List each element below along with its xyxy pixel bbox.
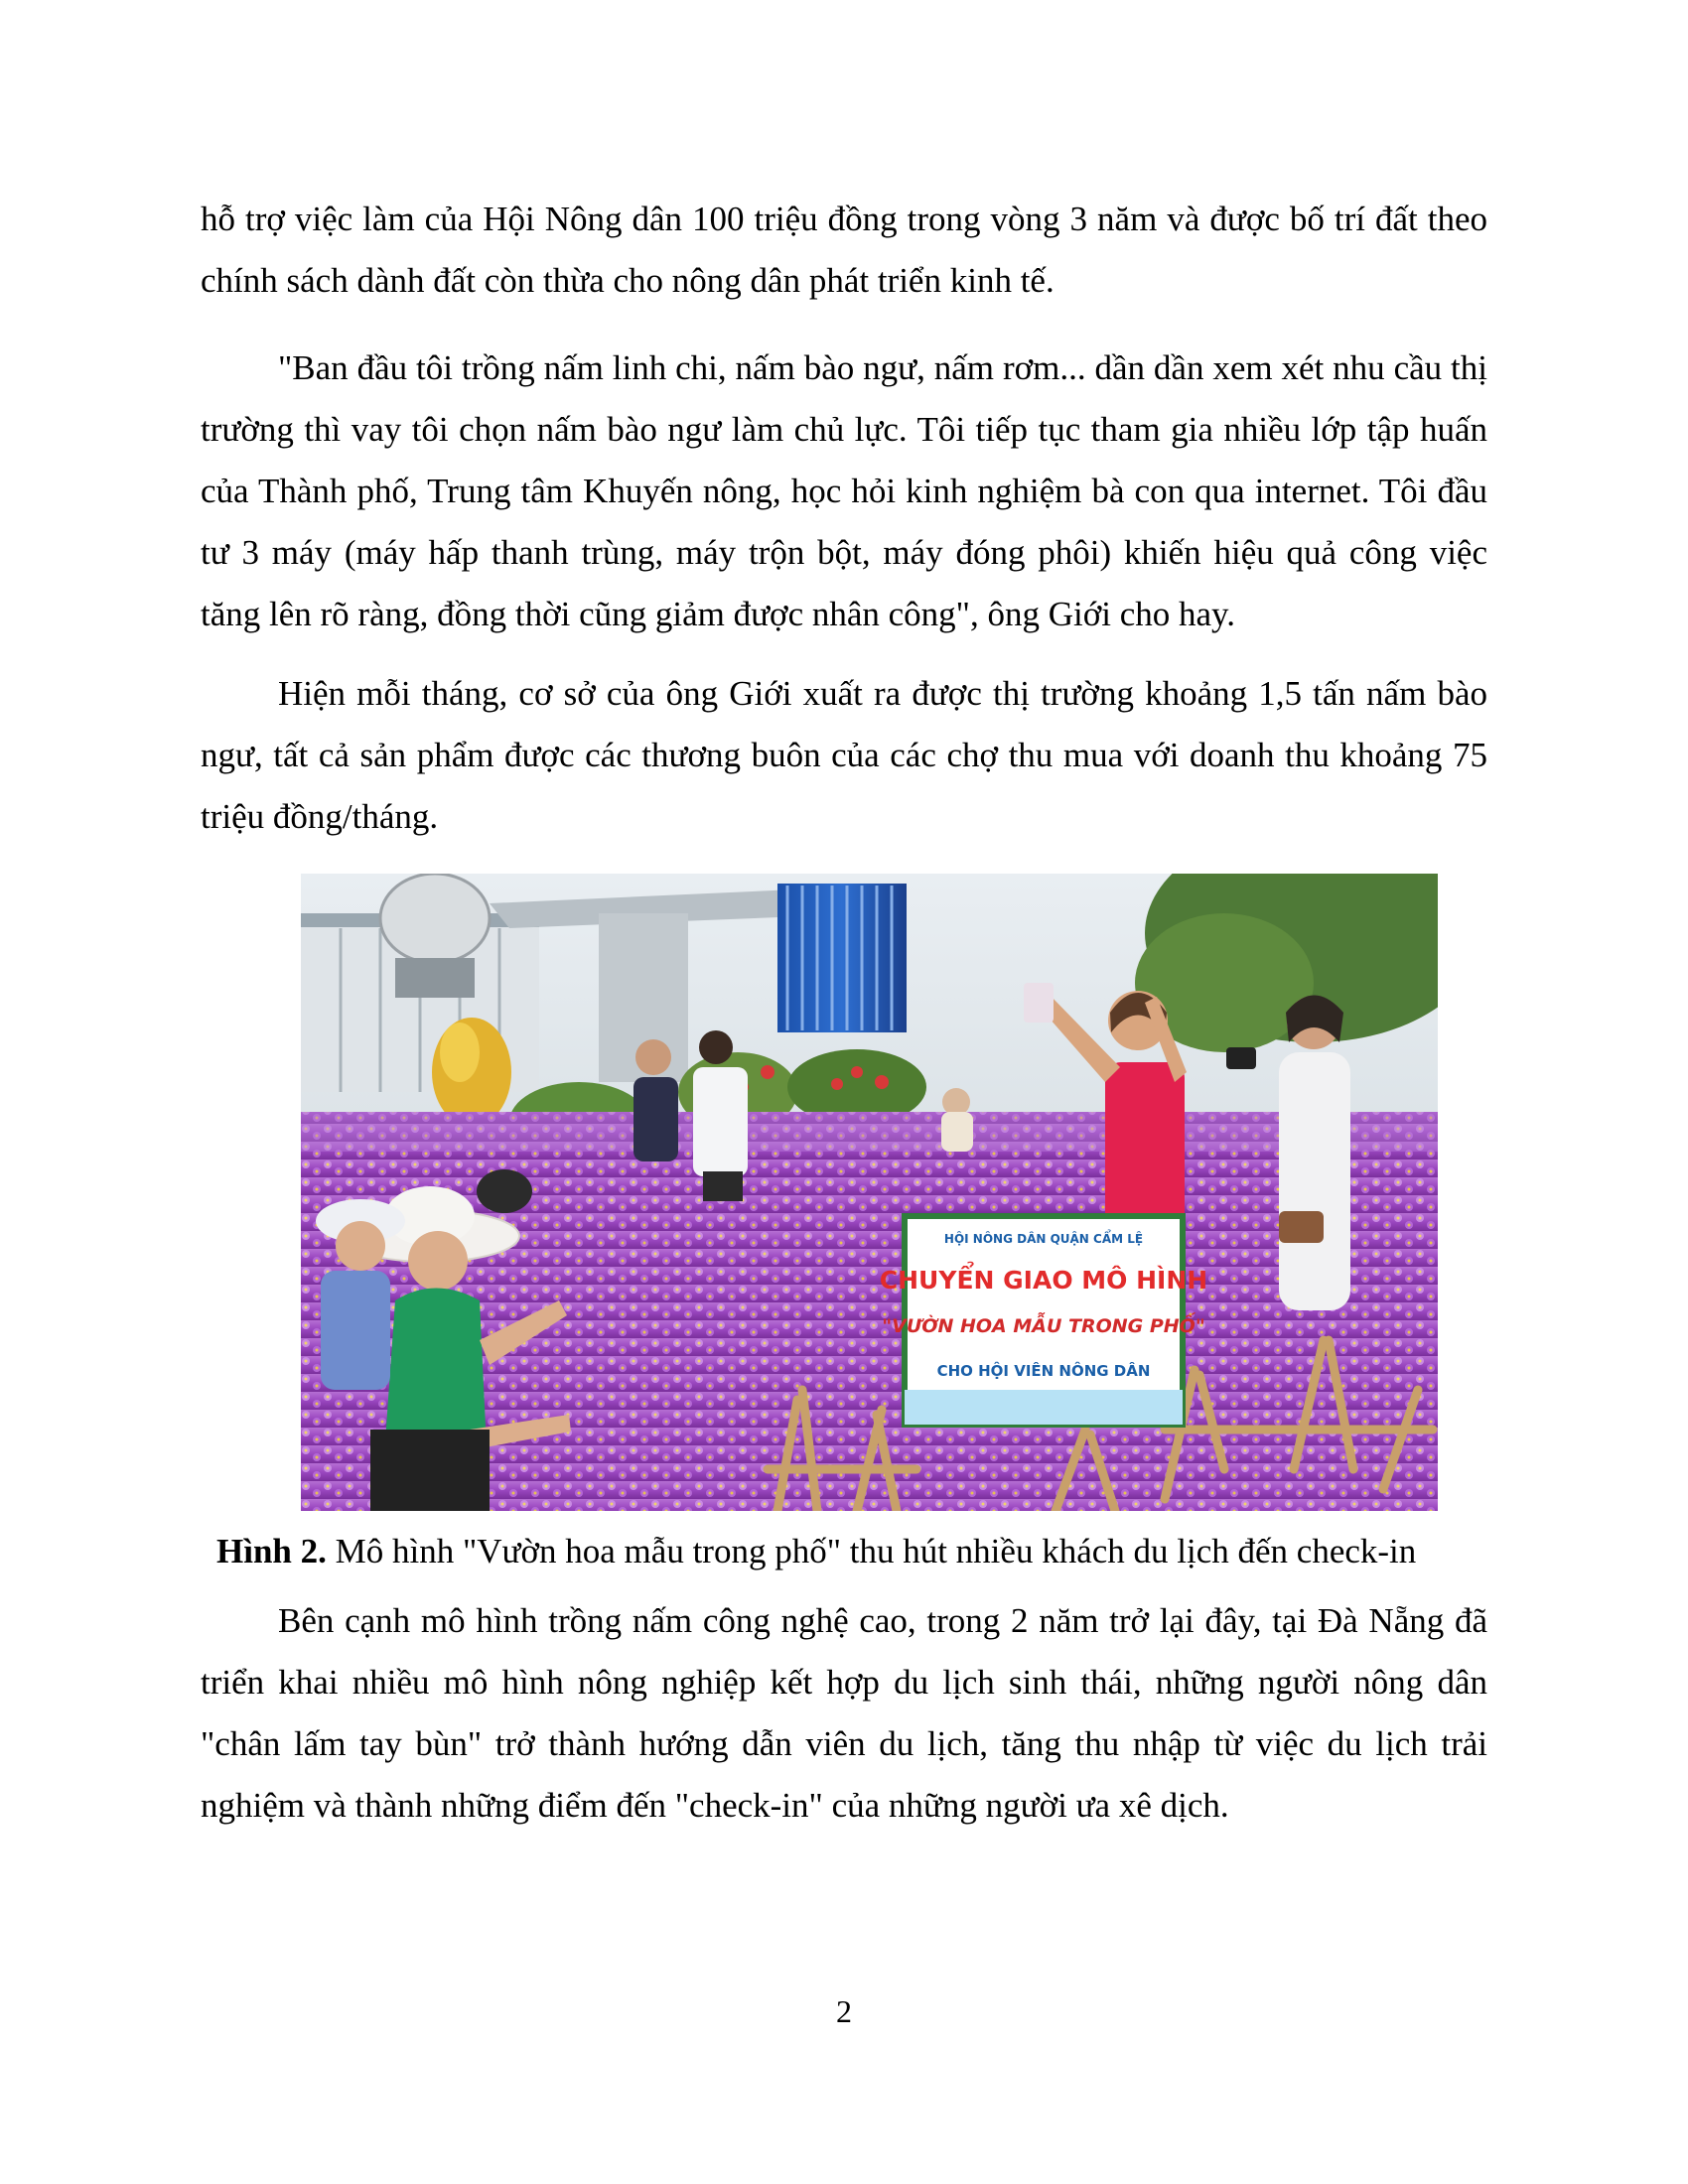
- paragraph-4: Bên cạnh mô hình trồng nấm công nghệ cao, trong 2 năm trở lại đây, tại Đà Nẵng đã triển khai nhiều mô hình nông nghiệp kết hợp du lịch sinh thái, những người nông dân "chân lấm tay bùn" trở thành hướng dẫn viên du lịch, tăng thu nhập từ việc du lịch trải nghiệm và thành những điểm đến "check-in" của những người ưa xê dịch.: [201, 1601, 1487, 1825]
- figure-caption: [216, 1521, 1507, 1582]
- paragraph-2-quote: "Ban đầu tôi trồng nấm linh chi, nấm bào ngư, nấm rơm... dần dần xem xét nhu cầu thị trường thì vay tôi chọn nấm bào ngư làm chủ lực. Tôi tiếp tục tham gia nhiều lớp tập huấn của Thành phố, Trung tâm Khuyến nông, học hỏi kinh nghiệm bà con qua internet. Tôi đầu tư 3 máy (máy hấp thanh trùng, máy trộn bột, máy đóng phôi) khiến hiệu quả công việc tăng lên rõ ràng, đồng thời cũng giảm được nhân công", ông Giới cho hay.: [201, 348, 1487, 633]
- caption-label: Hình 2.: [216, 1532, 327, 1570]
- paragraph-1: hỗ trợ việc làm của Hội Nông dân 100 triệu đồng trong vòng 3 năm và được bố trí đất theo chính sách dành đất còn thừa cho nông dân phát triển kinh tế.: [201, 200, 1487, 300]
- sign-line-4: CHO HỘI VIÊN NÔNG DÂN: [936, 1362, 1151, 1380]
- sign-line-3: "VƯỜN HOA MẪU TRONG PHỐ": [882, 1315, 1205, 1337]
- figure-photo-flower-garden: [301, 874, 1438, 1511]
- caption-text: Mô hình "Vườn hoa mẫu trong phố" thu hút nhiều khách du lịch đến check-in: [326, 1532, 1417, 1570]
- paragraph-3: Hiện mỗi tháng, cơ sở của ông Giới xuất ra được thị trường khoảng 1,5 tấn nấm bào ngư, tất cả sản phẩm được các thương buôn của các chợ thu mua với doanh thu khoảng 75 triệu đồng/tháng.: [201, 674, 1487, 836]
- garden-sign-board: [880, 1216, 1207, 1425]
- sign-line-1: HỘI NÔNG DÂN QUẬN CẨM LỆ: [943, 1232, 1144, 1246]
- sign-line-2: CHUYỂN GIAO MÔ HÌNH: [879, 1266, 1208, 1295]
- page-number: 2: [836, 1993, 852, 2029]
